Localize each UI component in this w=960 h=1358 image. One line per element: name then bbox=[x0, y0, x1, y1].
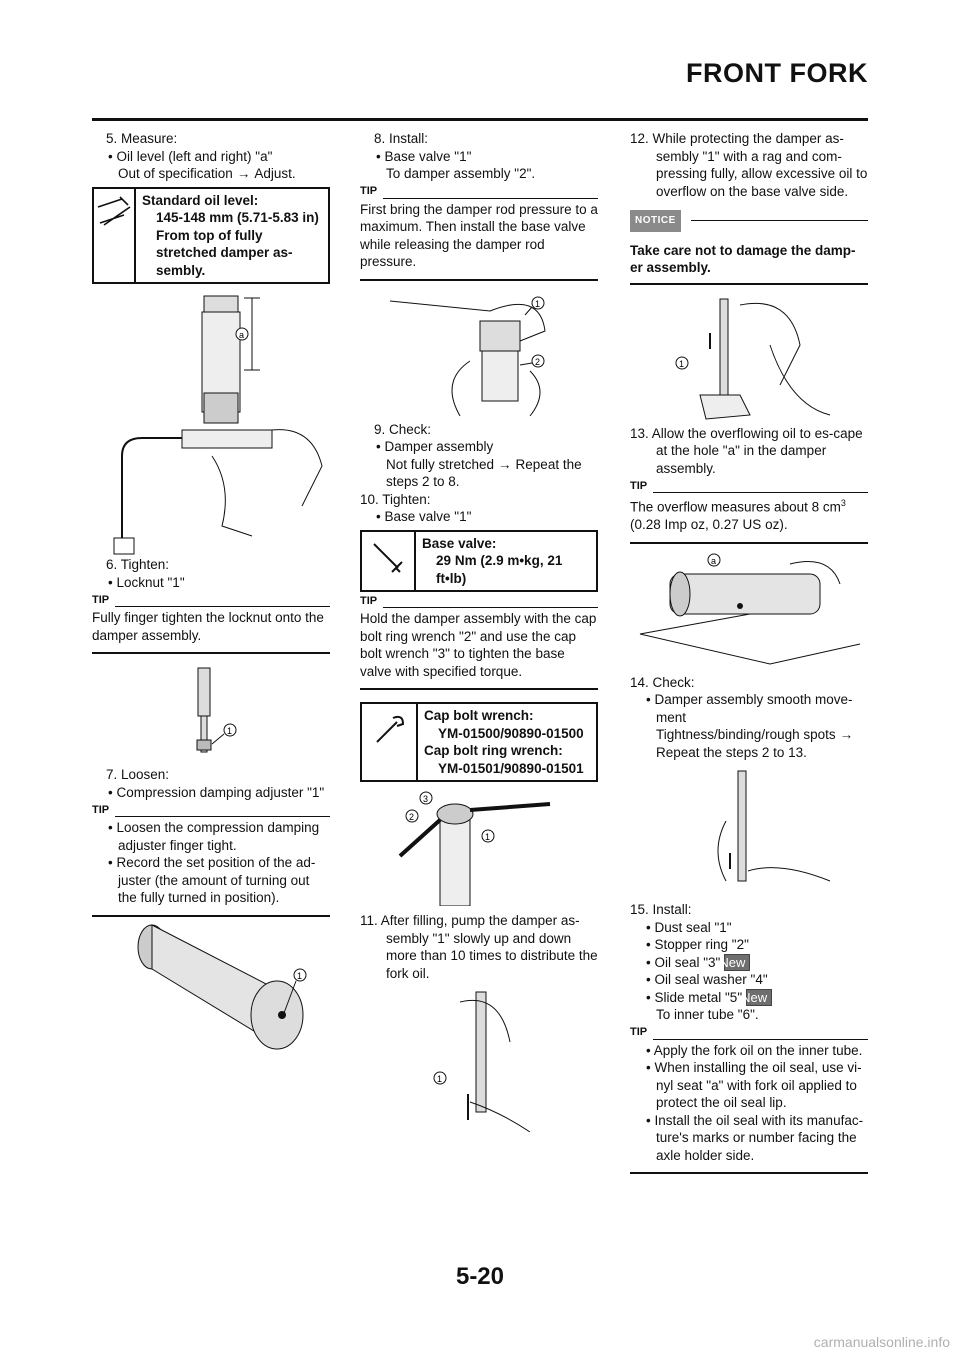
page-title: FRONT FORK bbox=[686, 58, 868, 88]
tip-box: TIP • Loosen the compression damping adjuster finger tight. • Record the set position of the ad-juster (the amount of turning out the fully turned in position). bbox=[92, 807, 330, 917]
step-7: 7. Loosen: bbox=[106, 767, 170, 782]
oil-level-gauge-illustration bbox=[92, 426, 330, 556]
measure-icon bbox=[94, 189, 136, 283]
torque-wrench-icon bbox=[362, 532, 416, 591]
svg-text:a: a bbox=[239, 330, 245, 340]
svg-text:2: 2 bbox=[535, 356, 541, 367]
svg-text:2: 2 bbox=[409, 812, 415, 822]
step-12: 12. While protecting the damper as-sembly "1" with a rag and com-pressing fully, allow excessive oil to overflow on the base valve side. bbox=[630, 131, 868, 199]
cap-bolt-wrench-illustration bbox=[360, 786, 598, 906]
step-9: 9. Check: bbox=[374, 421, 432, 437]
tip-box: TIP The overflow measures about 8 $cm^3$ (0.28 Imp oz, 0.27 US oz). bbox=[630, 483, 868, 544]
watermark: carmanualsonline.info bbox=[813, 1334, 950, 1350]
step-8-to: To damper assembly "2". bbox=[386, 166, 536, 181]
step-10-bullet: • Base valve "1" bbox=[376, 509, 472, 524]
arrow-icon: → bbox=[839, 727, 854, 742]
step-5-out-spec: Out of specification → Adjust. bbox=[118, 166, 296, 181]
step-14: 14. Check: bbox=[630, 674, 695, 690]
tip-box: TIP • Apply the fork oil on the inner tube. • When installing the oil seal, use vi-nyl seat "a" with fork oil applied to protect the oil seal lip. • Install the oil seal with its manufac-ture's marks or number facing the axle holder side. bbox=[630, 1030, 868, 1175]
install-item: • Oil seal "3"New bbox=[630, 954, 868, 972]
column-2 bbox=[360, 130, 598, 1132]
step-11: 11. After filling, pump the damper as-sembly "1" slowly up and down more than 10 times to distribute the fork oil. bbox=[360, 913, 598, 981]
column-1 bbox=[92, 130, 330, 1057]
svg-text:3: 3 bbox=[423, 794, 429, 804]
step-9-bullet: • Damper assembly bbox=[376, 439, 494, 454]
fork-tube-illustration bbox=[92, 288, 330, 426]
install-item: • Stopper ring "2" bbox=[646, 937, 749, 952]
page-number: 5-20 bbox=[455, 1263, 505, 1290]
notice-badge: NOTICE bbox=[630, 210, 681, 232]
arrow-icon: → bbox=[236, 166, 251, 181]
spec-box-oil-level: Standard oil level: 145-148 mm (5.71-5.83 in) From top of fully stretched damper as-sembly. bbox=[92, 187, 330, 285]
tip-box: TIP Fully finger tighten the locknut onto the damper assembly. bbox=[92, 597, 330, 654]
compression-adjuster-illustration bbox=[92, 917, 330, 1057]
damper-pump-illustration bbox=[360, 982, 598, 1132]
step-6-bullet: • Locknut "1" bbox=[108, 574, 185, 590]
new-badge: New bbox=[746, 989, 772, 1006]
step-5-bullet: • Oil level (left and right) "a" bbox=[108, 148, 273, 164]
step-15-to: To inner tube "6". bbox=[656, 1007, 759, 1022]
svg-text:1: 1 bbox=[485, 832, 491, 842]
tip-box: TIP First bring the damper rod pressure to a maximum. Then install the base valve while releasing the damper rod pressure. bbox=[360, 189, 598, 281]
locknut-illustration bbox=[92, 654, 330, 766]
install-item: • Oil seal washer "4" bbox=[646, 972, 768, 987]
step-13: 13. Allow the overflowing oil to es-cape at the hole "a" in the damper assembly. bbox=[630, 425, 863, 476]
install-item: • Dust seal "1" bbox=[646, 919, 732, 935]
svg-text:1: 1 bbox=[437, 1074, 443, 1084]
install-item: • Slide metal "5"New bbox=[630, 989, 868, 1007]
step-14-tight: Tightness/binding/rough spots → Repeat the steps 2 to 13. bbox=[656, 727, 854, 760]
spec-box-base-valve: Base valve: 29 Nm (2.9 m•kg, 21 ft•lb) bbox=[360, 530, 598, 593]
step-7-bullet: • Compression damping adjuster "1" bbox=[108, 784, 325, 800]
step-6: 6. Tighten: bbox=[106, 557, 170, 572]
spec-box-tools: Cap bolt wrench: YM-01500/90890-01500 Cap bolt ring wrench: YM-01501/90890-01501 bbox=[360, 702, 598, 782]
step-10: 10. Tighten: bbox=[360, 491, 431, 507]
step-14-bullet: • Damper assembly smooth move-ment bbox=[646, 692, 853, 725]
overflow-hole-illustration bbox=[630, 544, 868, 674]
step-9-not: Not fully stretched → Repeat the steps 2 to 8. bbox=[386, 456, 582, 489]
svg-text:1: 1 bbox=[535, 298, 541, 309]
svg-text:a: a bbox=[711, 555, 717, 566]
step-8: 8. Install: bbox=[374, 131, 429, 146]
svg-text:1: 1 bbox=[227, 726, 233, 736]
damper-rag-illustration bbox=[630, 285, 868, 425]
header-rule bbox=[92, 118, 868, 121]
notice-text: Take care not to damage the damp-er assembly. bbox=[630, 232, 868, 285]
svg-text:1: 1 bbox=[297, 970, 303, 981]
column-3 bbox=[630, 130, 868, 1174]
base-valve-install-illustration bbox=[360, 281, 598, 421]
notice-header bbox=[630, 210, 868, 232]
arrow-icon: → bbox=[498, 456, 512, 472]
new-badge: New bbox=[724, 954, 750, 971]
step-8-bullet: • Base valve "1" bbox=[376, 148, 472, 164]
tip-box: TIP Hold the damper assembly with the cap bolt ring wrench "2" and use the cap bolt wrench "3" to tighten the base valve with specified torque. bbox=[360, 598, 598, 690]
damper-check-illustration bbox=[630, 761, 868, 901]
wrench-icon bbox=[362, 704, 418, 780]
svg-text:1: 1 bbox=[679, 358, 685, 369]
step-5: 5. Measure: bbox=[106, 131, 178, 146]
step-15: 15. Install: bbox=[630, 902, 692, 917]
